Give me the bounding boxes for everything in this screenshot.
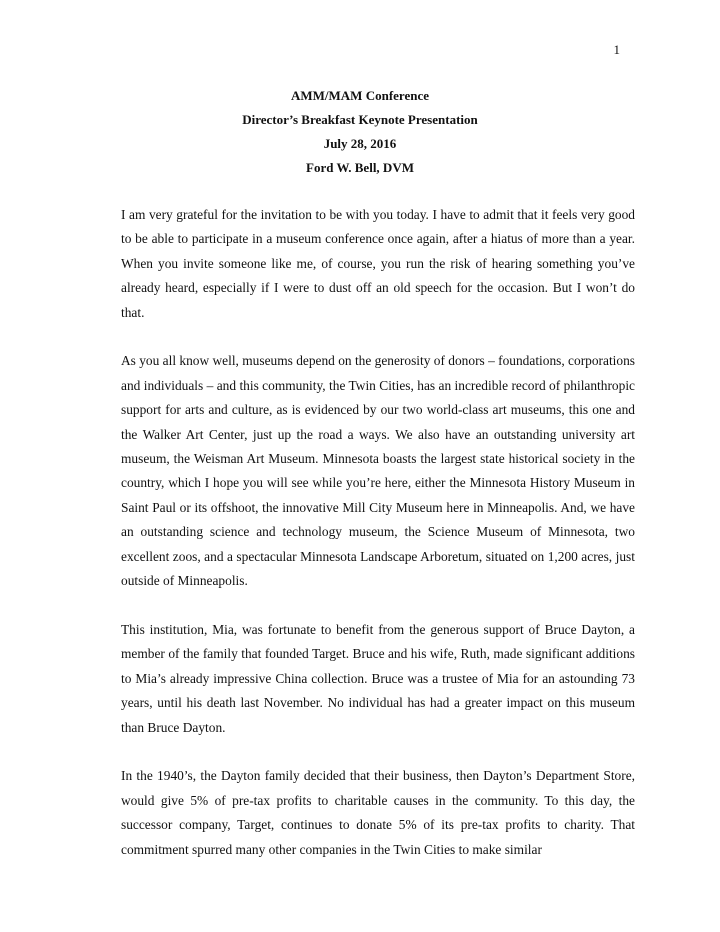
presentation-date: July 28, 2016: [323, 136, 397, 151]
paragraph: I am very grateful for the invitation to be with you today. I have to admit that it feels very good to be able to participate in a museum conference once again, after a hiatus of more than a year. When you invite someone like me, of course, you run the risk of hearing something you’ve already heard, especially if I were to dust off an old speech for the occasion. But I won’t do that.: [121, 207, 635, 320]
body-text: [121, 203, 635, 886]
page-number: 1: [613, 42, 620, 57]
paragraph: This institution, Mia, was fortunate to benefit from the generous support of Bruce Dayton, a member of the family that founded Target. Bruce and his wife, Ruth, made significant additions to Mia’s already impressive China collection. Bruce was a trustee of Mia for an astounding 73 years, until his death last November. No individual has had a greater impact on this museum than Bruce Dayton.: [121, 621, 635, 735]
conference-title: AMM/MAM Conference: [290, 88, 429, 103]
paragraph: As you all know well, museums depend on the generosity of donors – foundations, corporations and individuals – and this community, the Twin Cities, has an incredible record of philanthropic support for arts and culture, as is evidenced by our two world-class art museums, this one and the Walker Art Center, just up the road a ways. We also have an outstanding university art museum, the Weisman Art Museum. Minnesota boasts the largest state historical society in the country, which I hope you will see while you’re here, either the Minnesota History Museum in Saint Paul or its offshoot, the innovative Mill City Museum here in Minneapolis. And, we have an outstanding science and technology museum, the Science Museum of Minnesota, two excellent zoos, and a spectacular Minnesota Landscape Arboretum, situated on 1,200 acres, just outside of Minneapolis.: [121, 353, 635, 589]
presentation-title: Director’s Breakfast Keynote Presentation: [242, 112, 478, 127]
paragraph: In the 1940’s, the Dayton family decided that their business, then Dayton’s Department Store, would give 5% of pre-tax profits to charitable causes in the community. To this day, the successor company, Target, continues to donate 5% of its pre-tax profits to charity. That commitment spurred many other companies in the Twin Cities to make similar: [121, 768, 635, 857]
title-block: [0, 84, 720, 180]
speaker-name: Ford W. Bell, DVM: [306, 160, 414, 175]
